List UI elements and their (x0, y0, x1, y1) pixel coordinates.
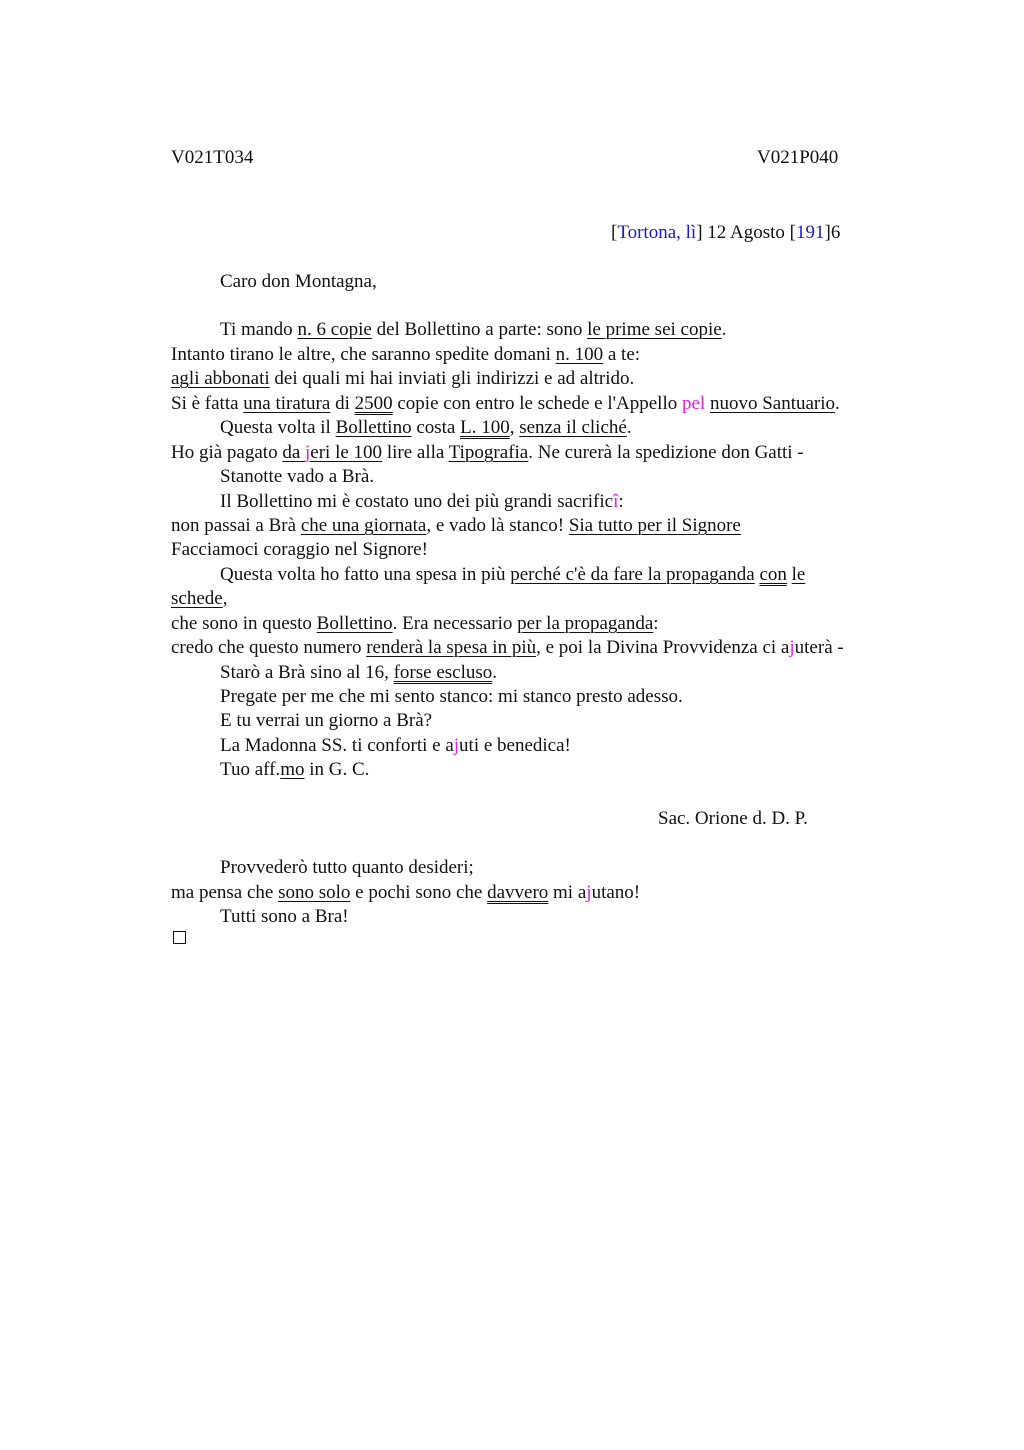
signature: Sac. Orione d. D. P. (658, 808, 808, 829)
body-line-14: credo che questo numero renderà la spesa in più, e poi la Divina Provvidenza ci ajuterà - (171, 637, 844, 658)
postscript-line-1: Provvederò tutto quanto desideri; (220, 857, 474, 878)
body-line-7: Stanotte vado a Brà. (220, 466, 375, 487)
body-line-12: schede, (171, 588, 228, 609)
postscript-line-3: Tutti sono a Bra! (220, 906, 349, 927)
body-line-3: agli abbonati dei quali mi hai inviati gli indirizzi e ad altrido. (171, 368, 635, 389)
body-line-13: che sono in questo Bollettino. Era necessario per la propaganda: (171, 613, 659, 634)
header-left-code: V021T034 (171, 147, 254, 168)
postscript-line-2: ma pensa che sono solo e pochi sono che davvero mi ajutano! (171, 882, 641, 903)
body-line-16: Pregate per me che mi sento stanco: mi stanco presto adesso. (220, 686, 683, 707)
header-right-code: V021P040 (757, 147, 839, 168)
dateline: [Tortona, lì] 12 Agosto [191]6 (611, 222, 841, 243)
body-line-1: Ti mando n. 6 copie del Bollettino a parte: sono le prime sei copie. (220, 319, 727, 340)
body-line-15: Starò a Brà sino al 16, forse escluso. (220, 662, 498, 683)
body-line-5: Questa volta il Bollettino costa L. 100, senza il cliché. (220, 417, 632, 438)
empty-square-icon (173, 931, 186, 944)
body-line-19: Tuo aff.mo in G. C. (220, 759, 370, 780)
dateline-place: Tortona, lì (617, 222, 697, 243)
body-line-11: Questa volta ho fatto una spesa in più perché c'è da fare la propaganda con le (220, 564, 806, 585)
body-line-9: non passai a Brà che una giornata, e vado là stanco! Sia tutto per il Signore (171, 515, 741, 536)
body-line-17: E tu verrai un giorno a Brà? (220, 710, 433, 731)
body-line-8: Il Bollettino mi è costato uno dei più grandi sacrificî: (220, 491, 624, 512)
body-line-10: Facciamoci coraggio nel Signore! (171, 539, 428, 560)
body-line-2: Intanto tirano le altre, che saranno spedite domani n. 100 a te: (171, 344, 641, 365)
body-line-6: Ho già pagato da jeri le 100 lire alla Tipografia. Ne curerà la spedizione don Gatti - (171, 442, 804, 463)
body-line-18: La Madonna SS. ti conforti e ajuti e benedica! (220, 735, 571, 756)
body-line-4: Si è fatta una tiratura di 2500 copie con entro le schede e l'Appello pel nuovo Santuario. (171, 393, 840, 414)
dateline-year-prefix: 191 (795, 222, 825, 243)
salutation: Caro don Montagna, (220, 271, 377, 292)
